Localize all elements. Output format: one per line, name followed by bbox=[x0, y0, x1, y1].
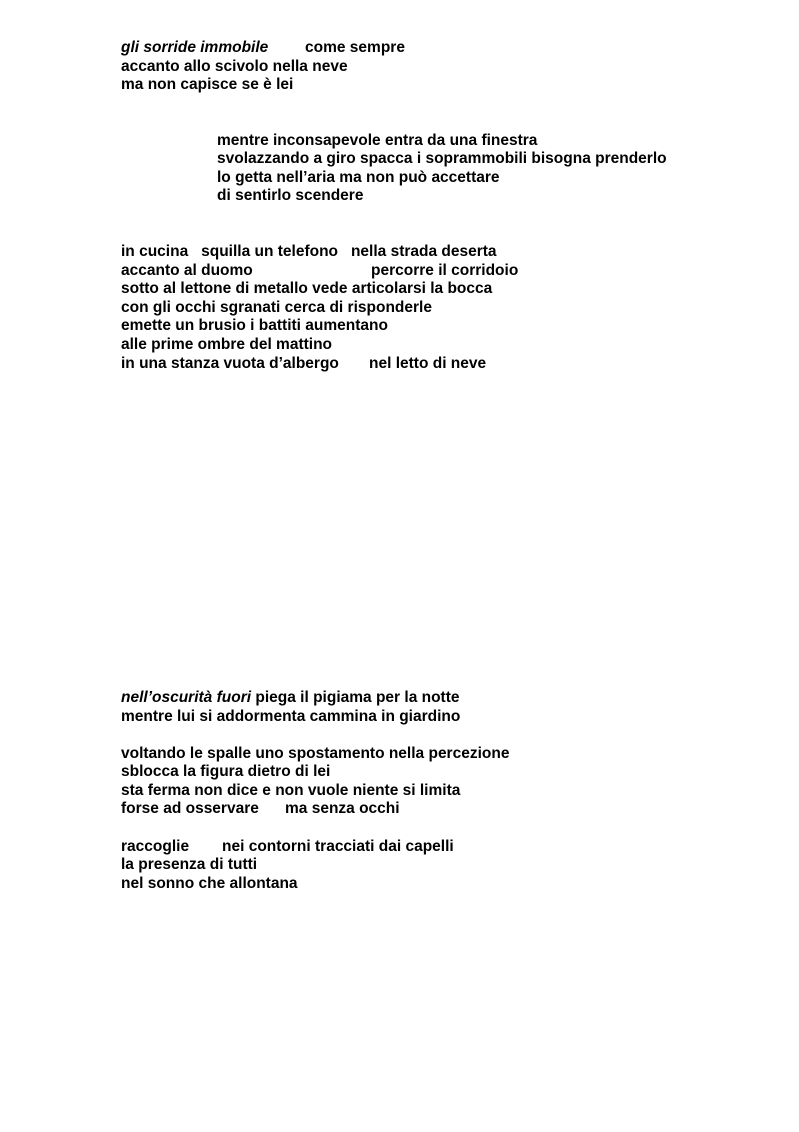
stanza1-line3: ma non capisce se è lei bbox=[121, 76, 294, 93]
stanza1-line2: accanto allo scivolo nella neve bbox=[121, 58, 348, 75]
stanza2-line4: di sentirlo scendere bbox=[217, 187, 364, 204]
stanza6-line2: la presenza di tutti bbox=[121, 856, 258, 873]
stanza4-line1 bbox=[121, 689, 460, 707]
stanza6-line1-left: raccoglie bbox=[121, 838, 190, 855]
stanza6-line1-right: nei contorni tracciati dai capelli bbox=[222, 838, 454, 855]
stanza3-line5: emette un brusio i battiti aumentano bbox=[121, 317, 388, 334]
stanza3-line7 bbox=[121, 355, 521, 373]
stanza4-line1-italic: nell’oscurità fuori bbox=[121, 689, 252, 706]
stanza5-line4 bbox=[121, 800, 441, 818]
stanza2-line1: mentre inconsapevole entra da una finestra bbox=[217, 132, 538, 149]
stanza5-line3: sta ferma non dice e non vuole niente si limita bbox=[121, 782, 461, 799]
stanza4-line1-rest: piega il pigiama per la notte bbox=[251, 689, 460, 706]
stanza3-line2-right: percorre il corridoio bbox=[371, 262, 519, 279]
stanza3-line7-right: nel letto di neve bbox=[369, 355, 487, 372]
stanza1-line1 bbox=[121, 39, 521, 57]
stanza3-line4: con gli occhi sgranati cerca di risponderle bbox=[121, 299, 432, 316]
stanza5-line4-left: forse ad osservare bbox=[121, 800, 259, 817]
stanza2-line2: svolazzando a giro spacca i soprammobili bisogna prenderlo bbox=[217, 150, 667, 167]
stanza3-line6: alle prime ombre del mattino bbox=[121, 336, 333, 353]
stanza3-line1: in cucina squilla un telefono nella strada deserta bbox=[121, 243, 497, 260]
stanza3-line2 bbox=[121, 262, 541, 280]
stanza3-line7-left: in una stanza vuota d’albergo bbox=[121, 355, 339, 372]
stanza6-line1 bbox=[121, 838, 481, 856]
stanza2-line3: lo getta nell’aria ma non può accettare bbox=[217, 169, 500, 186]
stanza1-line1-rest: come sempre bbox=[305, 39, 405, 56]
stanza4-line2: mentre lui si addormenta cammina in giardino bbox=[121, 708, 461, 725]
stanza3-line2-left: accanto al duomo bbox=[121, 262, 253, 279]
stanza5-line4-right: ma senza occhi bbox=[285, 800, 400, 817]
stanza3-line3: sotto al lettone di metallo vede articolarsi la bocca bbox=[121, 280, 493, 297]
stanza6-line3: nel sonno che allontana bbox=[121, 875, 298, 892]
stanza1-line1-italic: gli sorride immobile bbox=[121, 39, 269, 56]
stanza5-line1: voltando le spalle uno spostamento nella percezione bbox=[121, 745, 510, 762]
stanza5-line2: sblocca la figura dietro di lei bbox=[121, 763, 331, 780]
